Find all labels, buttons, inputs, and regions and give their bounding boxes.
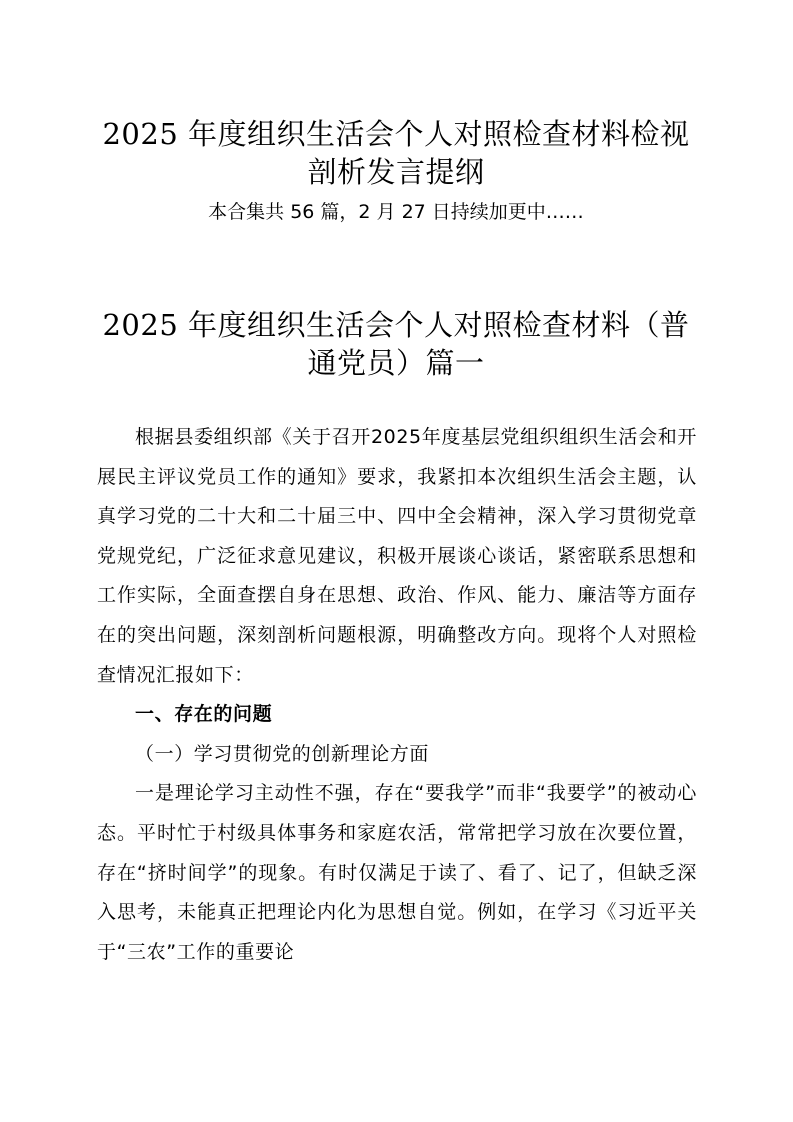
point-paragraph	[97, 774, 697, 972]
document-title: 2025 年度组织生活会个人对照检查材料检视剖析发言提纲	[102, 117, 690, 189]
section-title: 2025 年度组织生活会个人对照检查材料（普通党员）篇一	[102, 308, 690, 380]
point-body: 平时忙于村级具体事务和家庭农活，常常把学习放在次要位置，存在“挤时间学”的现象。有时仅满足于读了、看了、记了，但缺乏深入思考，未能真正把理论内化为思想自觉。例如，在学习《习近平关于“三农”工作的重要论	[97, 821, 697, 963]
heading-level-2: （一）学习贯彻党的创新理论方面	[135, 742, 430, 765]
intro-paragraph: 根据县委组织部《关于召开2025年度基层党组织组织生活会和开展民主评议党员工作的通知》要求，我紧扣本次组织生活会主题，认真学习党的二十大和二十届三中、四中全会精神，深入学习贯彻党章党规党纪，广泛征求意见建议，积极开展谈心谈话，紧密联系思想和工作实际，全面查摆自身在思想、政治、作风、能力、廉洁等方面存在的突出问题，深刻剖析问题根源，明确整改方向。现将个人对照检查情况汇报如下：	[97, 426, 697, 686]
document-subtitle: 本合集共 56 篇，2 月 27 日持续加更中……	[208, 201, 584, 223]
point-lead: 一是理论学习主动性不强，存在“要我学”而非“我要学”的被动心态。	[97, 782, 697, 844]
document-body	[97, 418, 697, 972]
heading-level-1: 一、存在的问题	[135, 703, 273, 726]
